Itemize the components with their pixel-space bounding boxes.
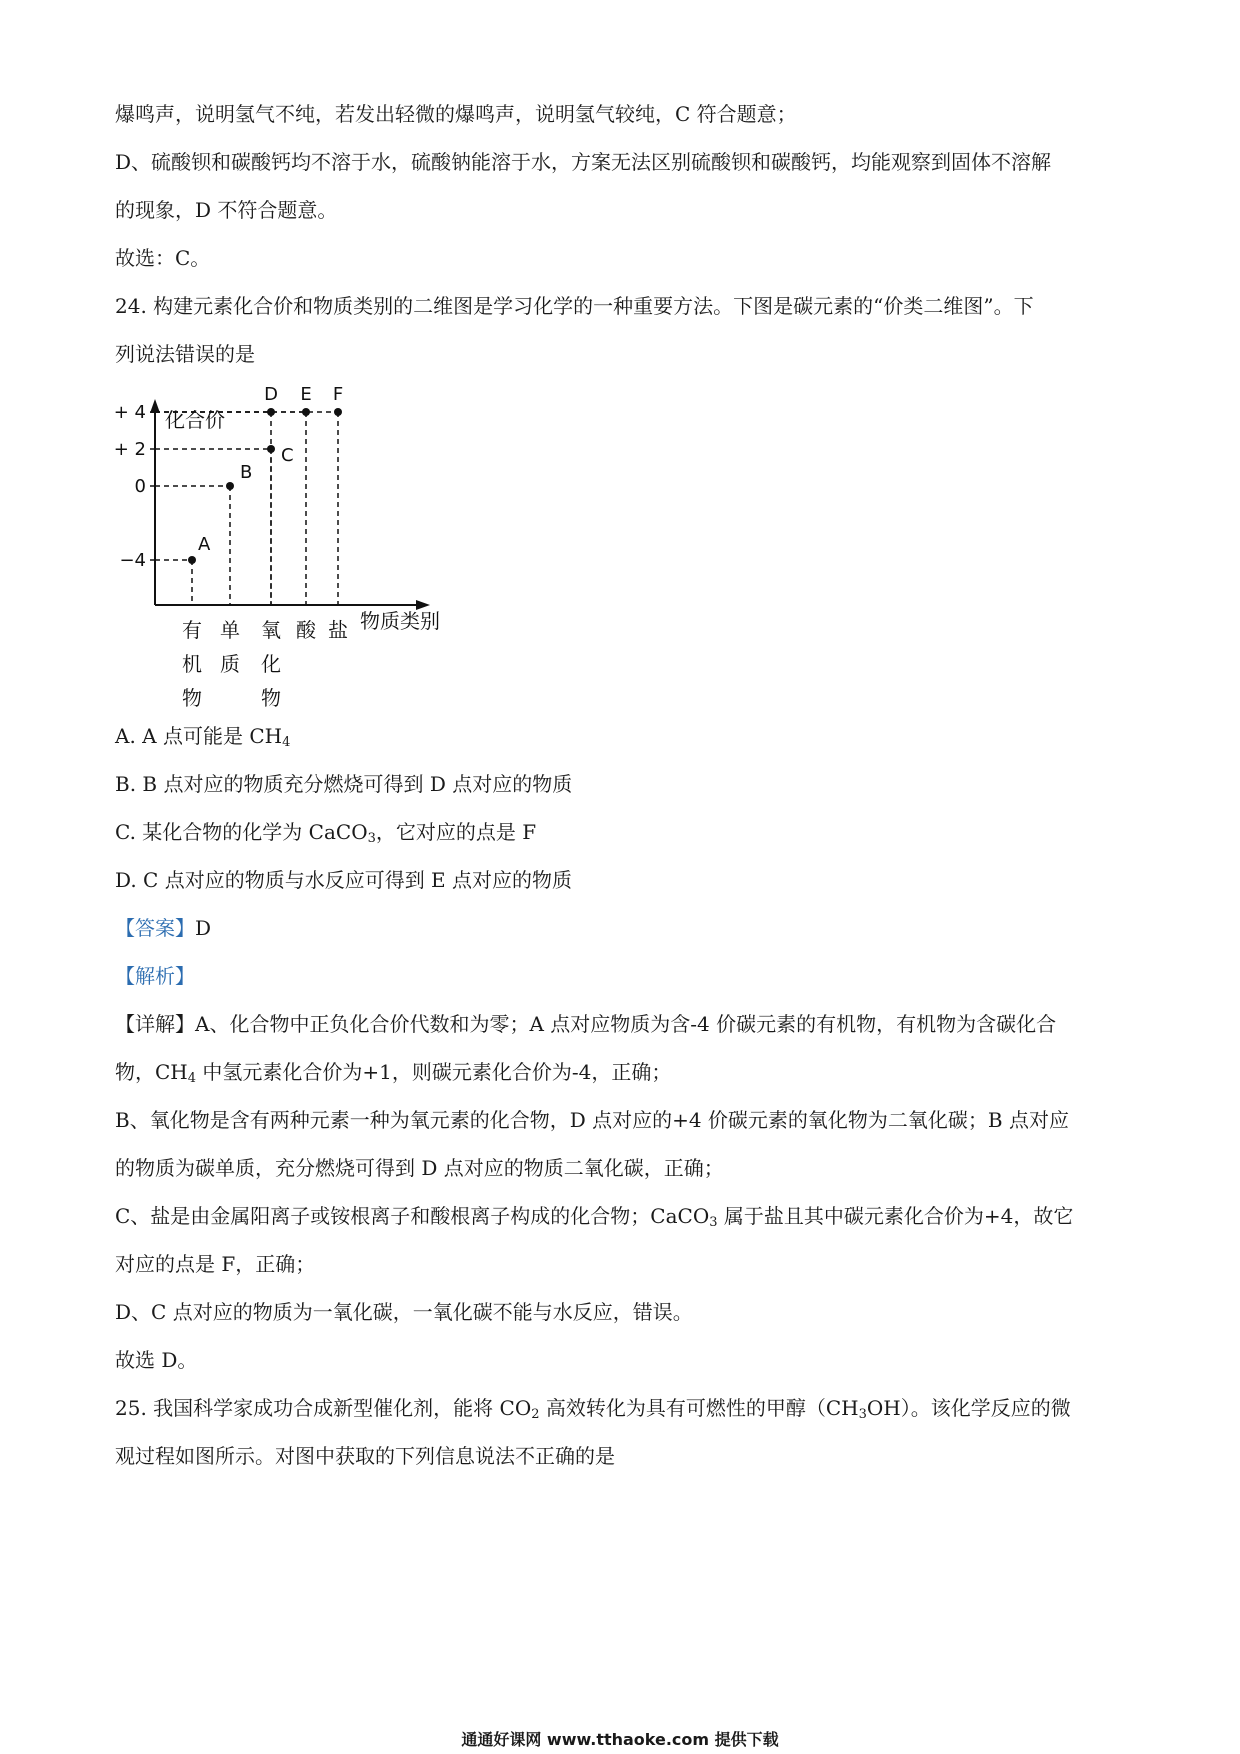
y-tick-label: 0 — [134, 476, 146, 497]
question-25-line1: 25. 我国科学家成功合成新型催化剂，能将 $CO_2$ 高效转化为具有可燃性的甲醇$(CH_3OH)$。该化学反应的微 — [115, 1396, 1071, 1422]
question-24-line2: 列说法错误的是 — [115, 342, 255, 366]
detail-line: 的物质为碳单质，充分燃烧可得到 D 点对应的物质二氧化碳，正确； — [115, 1156, 724, 1180]
x-axis-label: 物质类别 — [360, 609, 440, 633]
x-category-label: 盐 — [328, 618, 348, 642]
x-category-label: 机 — [182, 652, 202, 676]
x-category-label: 化 — [261, 652, 281, 676]
x-category-label: 酸 — [296, 618, 316, 642]
option-a: A. A 点可能是 $CH_4$ — [115, 724, 291, 750]
option-c: C. 某化合物的化学为 CaCO$_3$，它对应的点是 F — [115, 820, 537, 846]
x-category-label: 物 — [261, 686, 281, 710]
data-point — [267, 445, 275, 453]
analysis-heading: 【解析】 — [115, 964, 195, 988]
text-line: D、硫酸钡和碳酸钙均不溶于水，硫酸钠能溶于水，方案无法区别硫酸钡和碳酸钙，均能观察到固体不溶解 — [115, 150, 1052, 174]
y-axis-label: 化合价 — [165, 408, 225, 432]
detail-line: 故选 D。 — [115, 1348, 198, 1372]
detail-line: 物，$CH_4$ 中氢元素化合价为+1，则碳元素化合价为-4，正确； — [115, 1060, 672, 1086]
y-tick-label: + 4 — [113, 402, 146, 423]
option-b: B. B 点对应的物质充分燃烧可得到 D 点对应的物质 — [115, 772, 573, 796]
data-point — [334, 408, 342, 416]
point-label: D — [264, 384, 278, 405]
data-point — [302, 408, 310, 416]
detail-line: B、氧化物是含有两种元素一种为氧元素的化合物，D 点对应的+4 价碳元素的氧化物为二氧化碳；B 点对应 — [115, 1108, 1069, 1132]
point-label: B — [240, 462, 253, 483]
question-25-line2: 观过程如图所示。对图中获取的下列信息说法不正确的是 — [115, 1444, 615, 1468]
text-line: 的现象，D 不符合题意。 — [115, 198, 338, 222]
point-label: E — [300, 384, 312, 405]
detail-line: C、盐是由金属阳离子或铵根离子和酸根离子构成的化合物；CaCO$_3$ 属于盐且其中碳元素化合价为+4，故它 — [115, 1204, 1074, 1230]
point-label: C — [281, 445, 294, 466]
valence-category-chart — [110, 384, 530, 710]
point-label: F — [332, 384, 344, 405]
data-point — [226, 482, 234, 490]
text-line: 爆鸣声，说明氢气不纯，若发出轻微的爆鸣声，说明氢气较纯，C 符合题意； — [115, 102, 797, 126]
y-tick-label: −4 — [119, 550, 146, 571]
detail-line: 对应的点是 F，正确； — [115, 1252, 316, 1276]
x-category-label: 单 — [220, 618, 240, 642]
footer: 通通好课网 www.tthaoke.com 提供下载 — [461, 1730, 779, 1749]
answer: 【答案】D — [115, 916, 212, 940]
point-label: A — [198, 534, 211, 555]
x-category-label: 质 — [220, 652, 240, 676]
y-tick-label: + 2 — [113, 439, 146, 460]
text-line: 故选：C。 — [115, 246, 211, 270]
data-point — [267, 408, 275, 416]
data-point — [188, 556, 196, 564]
y-axis-arrow — [150, 399, 160, 413]
x-category-label: 物 — [182, 686, 202, 710]
x-category-label: 氧 — [261, 618, 281, 642]
x-category-label: 有 — [182, 618, 202, 642]
question-24-line1: 24. 构建元素化合价和物质类别的二维图是学习化学的一种重要方法。下图是碳元素的“价类二维图”。下 — [115, 294, 1034, 318]
detail-line: D、C 点对应的物质为一氧化碳，一氧化碳不能与水反应，错误。 — [115, 1300, 693, 1324]
option-d: D. C 点对应的物质与水反应可得到 E 点对应的物质 — [115, 868, 573, 892]
detail-line: 【详解】A、化合物中正负化合价代数和为零；A 点对应物质为含-4 价碳元素的有机物，有机物为含碳化合 — [115, 1012, 1057, 1036]
